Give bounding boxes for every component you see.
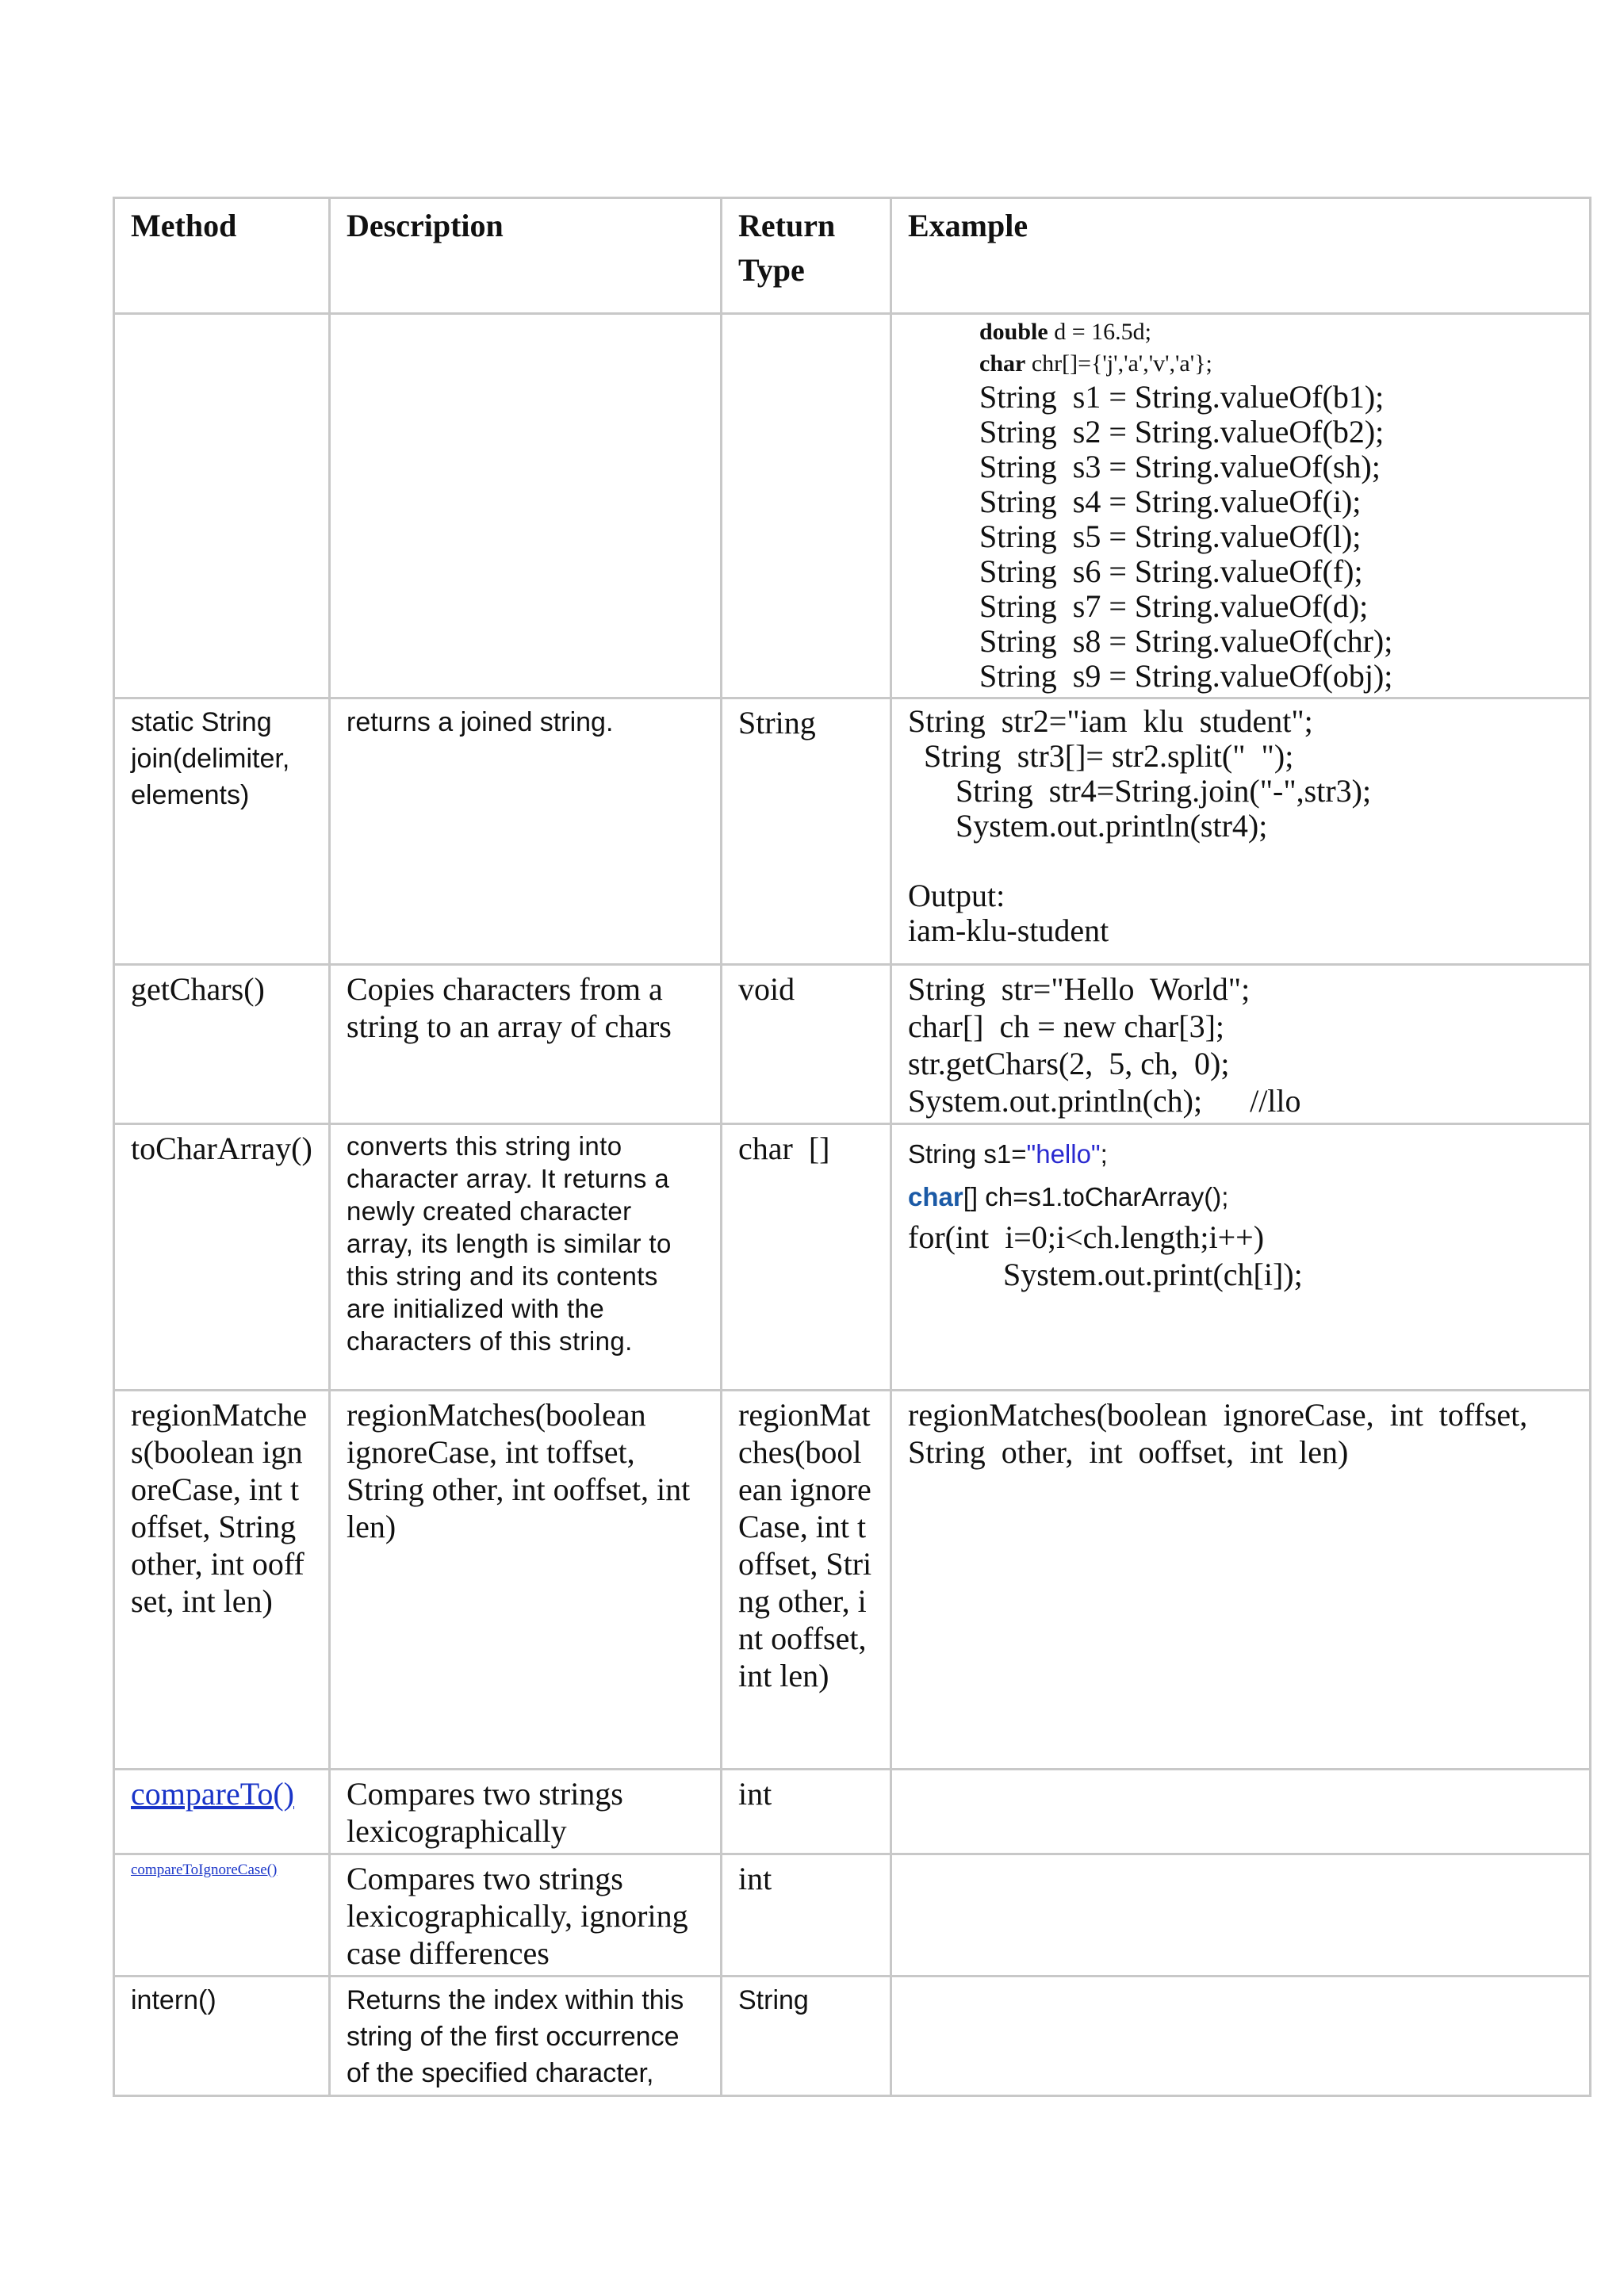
cell-method-compareto	[114, 1770, 330, 1854]
cell-description-compareto: Compares two strings lexicographically	[330, 1770, 722, 1854]
code-line: String s7 = String.valueOf(d);	[979, 588, 1369, 624]
header-return-type: Return Type	[722, 198, 891, 314]
cell-description-regionmatches: regionMatches(boolean ignoreCase, int toffset, String other, int ooffset, int len)	[330, 1391, 722, 1770]
cell-return-regionmatches: regionMatches(boolean ignoreCase, int toffset, String other, int ooffset, int len)	[722, 1391, 891, 1770]
code-line: String str3[]= str2.split(" ");	[908, 738, 1294, 774]
code-line: char[] ch=s1.toCharArray();	[908, 1182, 1229, 1211]
comparetoignorecase-link[interactable]: compareToIgnoreCase()	[131, 1862, 278, 1878]
cell-return-comparetoignorecase: int	[722, 1854, 891, 1976]
cell-example-regionmatches	[891, 1391, 1591, 1770]
code-line: iam-klu-student	[908, 913, 1109, 948]
code-line: regionMatches(boolean ignoreCase, int toffset,	[908, 1397, 1528, 1433]
header-method: Method	[114, 198, 330, 314]
cell-description-intern: Returns the index within this string of the first occurrence of the specified character,	[330, 1976, 722, 2096]
table-row-getchars	[114, 965, 1591, 1124]
code-line: System.out.println(str4);	[908, 808, 1268, 844]
cell-return-compareto: int	[722, 1770, 891, 1854]
method-line: join(delimiter,	[131, 744, 290, 774]
method-line: elements)	[131, 780, 250, 810]
table-row-compareto	[114, 1770, 1591, 1854]
code-line-double: double d = 16.5d;	[979, 319, 1151, 345]
code-line	[908, 844, 1573, 878]
code-line: char[] ch = new char[3];	[908, 1008, 1225, 1044]
cell-example-comparetoignorecase	[891, 1854, 1591, 1976]
code-line: String other, int ooffset, int len)	[908, 1434, 1349, 1470]
cell-example-tochararray	[891, 1124, 1591, 1391]
code-line: System.out.print(ch[i]);	[908, 1257, 1303, 1292]
cell-example-compareto	[891, 1770, 1591, 1854]
cell-method-intern: intern()	[114, 1976, 330, 2096]
cell-description-join: returns a joined string.	[330, 698, 722, 965]
code-line: String s9 = String.valueOf(obj);	[979, 658, 1393, 694]
cell-example-getchars	[891, 965, 1591, 1124]
code-line: String s1="hello";	[908, 1139, 1108, 1169]
cell-return-empty	[722, 314, 891, 698]
table-row-intern	[114, 1976, 1591, 2096]
code-line: String s8 = String.valueOf(chr);	[979, 623, 1393, 659]
code-line: String s1 = String.valueOf(b1);	[979, 379, 1385, 415]
cell-description-getchars: Copies characters from a string to an array of chars	[330, 965, 722, 1124]
cell-method-regionmatches: regionMatches(boolean ignoreCase, int toffset, String other, int ooffset, int len)	[114, 1391, 330, 1770]
cell-method-empty	[114, 314, 330, 698]
cell-return-tochararray: char []	[722, 1124, 891, 1391]
code-line: String s4 = String.valueOf(i);	[979, 484, 1362, 519]
cell-description-empty	[330, 314, 722, 698]
table-row-regionmatches	[114, 1391, 1591, 1770]
method-line: static String	[131, 707, 272, 737]
header-description: Description	[330, 198, 722, 314]
cell-method-join	[114, 698, 330, 965]
code-line: str.getChars(2, 5, ch, 0);	[908, 1046, 1230, 1081]
cell-return-join: String	[722, 698, 891, 965]
cell-description-tochararray: converts this string into character array. It returns a newly created character array, its length is similar to this string and its contents are initialized with the characters of this string.	[330, 1124, 722, 1391]
cell-description-comparetoignorecase: Compares two strings lexicographically, ignoring case differences	[330, 1854, 722, 1976]
cell-method-comparetoignorecase	[114, 1854, 330, 1976]
cell-example-join	[891, 698, 1591, 965]
table-row-comparetoignorecase	[114, 1854, 1591, 1976]
code-line: for(int i=0;i<ch.length;i++)	[908, 1219, 1265, 1255]
cell-example-intern	[891, 1976, 1591, 2096]
table-row-tochararray	[114, 1124, 1591, 1391]
code-line: String str="Hello World";	[908, 971, 1251, 1007]
compareto-link[interactable]: compareTo()	[131, 1776, 294, 1812]
code-line: String s5 = String.valueOf(l);	[979, 519, 1362, 554]
cell-return-getchars: void	[722, 965, 891, 1124]
code-line: String s2 = String.valueOf(b2);	[979, 414, 1385, 450]
cell-return-intern: String	[722, 1976, 891, 2096]
code-line: System.out.println(ch); //llo	[908, 1083, 1301, 1119]
code-line: String str2="iam klu student";	[908, 703, 1313, 739]
code-line: String s6 = String.valueOf(f);	[979, 553, 1363, 589]
code-line: Output:	[908, 878, 1005, 913]
string-methods-table	[113, 197, 1591, 2097]
code-line-char: char chr[]={'j','a','v','a'};	[979, 350, 1212, 377]
header-row	[114, 198, 1591, 314]
table-row-join	[114, 698, 1591, 965]
cell-example-valueof	[891, 314, 1591, 698]
header-example: Example	[891, 198, 1591, 314]
code-line: String str4=String.join("-",str3);	[908, 773, 1372, 809]
cell-method-tochararray: toCharArray()	[114, 1124, 330, 1391]
cell-method-getchars: getChars()	[114, 965, 330, 1124]
table-row-valueof-continued	[114, 314, 1591, 698]
code-line: String s3 = String.valueOf(sh);	[979, 449, 1381, 484]
